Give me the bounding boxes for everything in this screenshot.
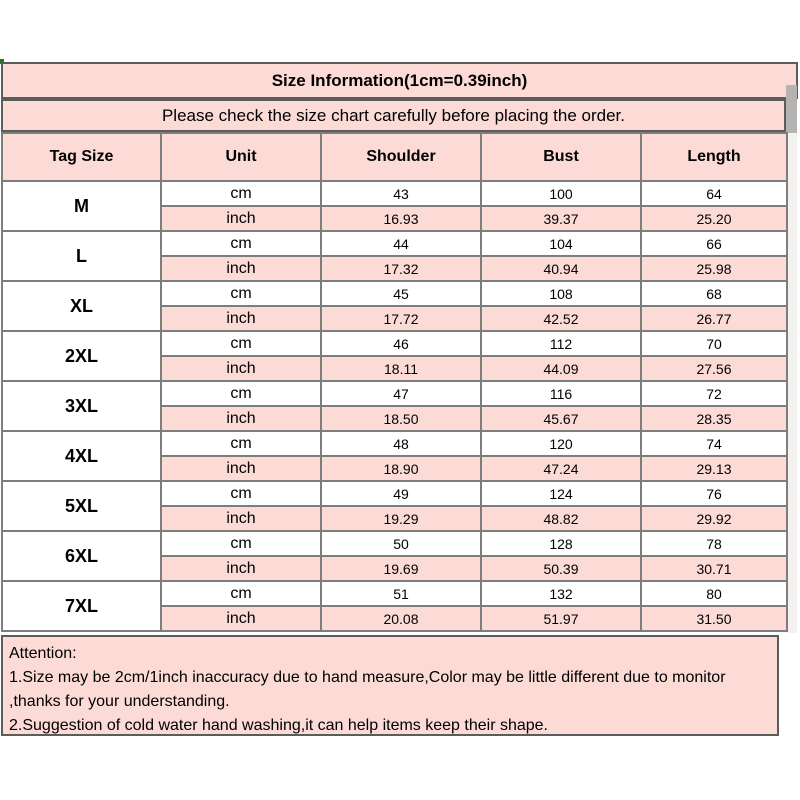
table-header-row: [2, 133, 787, 181]
unit-cell: cm: [161, 331, 321, 356]
measurement-cell: 48.82: [481, 506, 641, 531]
measurement-cell: 108: [481, 281, 641, 306]
unit-cell: inch: [161, 306, 321, 331]
measurement-cell: 116: [481, 381, 641, 406]
column-header-length: Length: [641, 133, 787, 181]
attention-line-1: 1.Size may be 2cm/1inch inaccuracy due to hand measure,Color may be little different due to monitor: [9, 669, 726, 686]
measurement-cell: 43: [321, 181, 481, 206]
unit-cell: inch: [161, 256, 321, 281]
measurement-cell: 80: [641, 581, 787, 606]
size-row-7xl-cm: [2, 581, 787, 606]
tag-size-6xl: 6XL: [2, 531, 161, 581]
measurement-cell: 46: [321, 331, 481, 356]
size-row-l-cm: [2, 231, 787, 256]
scrollbar-thumb[interactable]: [786, 85, 797, 133]
measurement-cell: 64: [641, 181, 787, 206]
column-header-bust: Bust: [481, 133, 641, 181]
unit-cell: cm: [161, 531, 321, 556]
measurement-cell: 19.69: [321, 556, 481, 581]
unit-cell: inch: [161, 606, 321, 631]
measurement-cell: 72: [641, 381, 787, 406]
attention-note: [1, 635, 779, 736]
measurement-cell: 16.93: [321, 206, 481, 231]
measurement-cell: 51.97: [481, 606, 641, 631]
measurement-cell: 132: [481, 581, 641, 606]
column-header-tag-size: Tag Size: [2, 133, 161, 181]
measurement-cell: 120: [481, 431, 641, 456]
size-chart-subtitle: Please check the size chart carefully before placing the order.: [1, 99, 786, 132]
measurement-cell: 25.20: [641, 206, 787, 231]
measurement-cell: 50: [321, 531, 481, 556]
unit-cell: inch: [161, 556, 321, 581]
measurement-cell: 74: [641, 431, 787, 456]
size-chart-title: Size Information(1cm=0.39inch): [1, 62, 798, 99]
measurement-cell: 39.37: [481, 206, 641, 231]
measurement-cell: 50.39: [481, 556, 641, 581]
measurement-cell: 45: [321, 281, 481, 306]
measurement-cell: 47: [321, 381, 481, 406]
measurement-cell: 45.67: [481, 406, 641, 431]
measurement-cell: 47.24: [481, 456, 641, 481]
unit-cell: cm: [161, 581, 321, 606]
size-table: [1, 132, 788, 632]
tag-size-3xl: 3XL: [2, 381, 161, 431]
measurement-cell: 76: [641, 481, 787, 506]
measurement-cell: 44: [321, 231, 481, 256]
unit-cell: cm: [161, 231, 321, 256]
measurement-cell: 70: [641, 331, 787, 356]
size-row-4xl-cm: [2, 431, 787, 456]
tag-size-m: M: [2, 181, 161, 231]
measurement-cell: 128: [481, 531, 641, 556]
tag-size-7xl: 7XL: [2, 581, 161, 631]
measurement-cell: 29.92: [641, 506, 787, 531]
measurement-cell: 18.11: [321, 356, 481, 381]
measurement-cell: 30.71: [641, 556, 787, 581]
unit-cell: inch: [161, 506, 321, 531]
measurement-cell: 100: [481, 181, 641, 206]
tag-size-4xl: 4XL: [2, 431, 161, 481]
tag-size-5xl: 5XL: [2, 481, 161, 531]
measurement-cell: 104: [481, 231, 641, 256]
measurement-cell: 48: [321, 431, 481, 456]
unit-cell: cm: [161, 181, 321, 206]
unit-cell: inch: [161, 406, 321, 431]
unit-cell: inch: [161, 206, 321, 231]
tag-size-xl: XL: [2, 281, 161, 331]
size-row-2xl-cm: [2, 331, 787, 356]
tag-size-l: L: [2, 231, 161, 281]
unit-cell: inch: [161, 356, 321, 381]
measurement-cell: 26.77: [641, 306, 787, 331]
measurement-cell: 40.94: [481, 256, 641, 281]
measurement-cell: 68: [641, 281, 787, 306]
measurement-cell: 27.56: [641, 356, 787, 381]
measurement-cell: 31.50: [641, 606, 787, 631]
column-header-unit: Unit: [161, 133, 321, 181]
measurement-cell: 29.13: [641, 456, 787, 481]
size-row-xl-cm: [2, 281, 787, 306]
unit-cell: inch: [161, 456, 321, 481]
size-row-m-cm: [2, 181, 787, 206]
attention-line-2: ,thanks for your understanding.: [9, 693, 230, 710]
unit-cell: cm: [161, 281, 321, 306]
measurement-cell: 25.98: [641, 256, 787, 281]
measurement-cell: 19.29: [321, 506, 481, 531]
measurement-cell: 112: [481, 331, 641, 356]
column-header-shoulder: Shoulder: [321, 133, 481, 181]
measurement-cell: 78: [641, 531, 787, 556]
measurement-cell: 44.09: [481, 356, 641, 381]
measurement-cell: 51: [321, 581, 481, 606]
size-row-6xl-cm: [2, 531, 787, 556]
attention-line-3: 2.Suggestion of cold water hand washing,it can help items keep their shape.: [9, 717, 548, 734]
size-row-5xl-cm: [2, 481, 787, 506]
measurement-cell: 18.50: [321, 406, 481, 431]
unit-cell: cm: [161, 381, 321, 406]
measurement-cell: 66: [641, 231, 787, 256]
measurement-cell: 18.90: [321, 456, 481, 481]
measurement-cell: 42.52: [481, 306, 641, 331]
unit-cell: cm: [161, 431, 321, 456]
measurement-cell: 49: [321, 481, 481, 506]
measurement-cell: 17.72: [321, 306, 481, 331]
size-row-3xl-cm: [2, 381, 787, 406]
measurement-cell: 20.08: [321, 606, 481, 631]
unit-cell: cm: [161, 481, 321, 506]
measurement-cell: 124: [481, 481, 641, 506]
tag-size-2xl: 2XL: [2, 331, 161, 381]
measurement-cell: 28.35: [641, 406, 787, 431]
attention-heading: Attention:: [9, 645, 77, 662]
measurement-cell: 17.32: [321, 256, 481, 281]
